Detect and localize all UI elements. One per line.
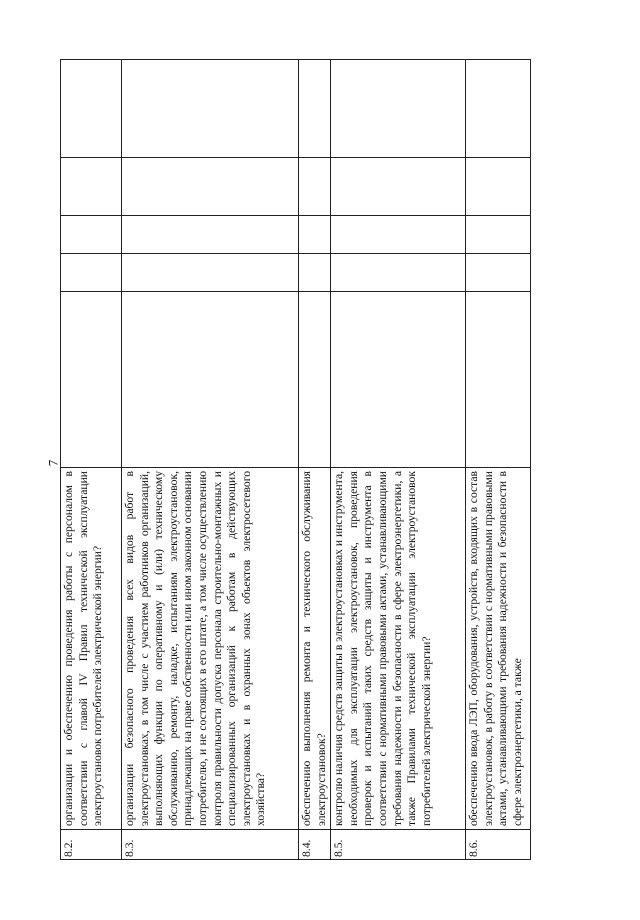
rotated-table-region: [60, 60, 560, 860]
page-number: 7: [45, 459, 61, 467]
row-question: обеспечению ввода ЛЭП, оборудования, устройств, входящих в состав электроустановок, в работу в соответствии с нормативными правовыми актами, устанавливающими требования надежности и безопасности в сфере электроэнергетики, а также: [466, 468, 531, 830]
row-question: контролю наличия средств защиты в электроустановках и инструмента, необходимых для эксплуатации электроустановок, проведения проверок и испытаний таких средств защиты и инструмента в соответствии с нормативными правовыми актами, устанавливающими требования надежности и безопасности в сфере электроэнергетики, а также Правилами технической эксплуатации электроустановок потребителей электрической энергии?: [331, 468, 466, 830]
empty-cell: [61, 292, 122, 468]
empty-cell: [299, 254, 331, 292]
empty-cell: [466, 60, 531, 158]
row-number: 8.3.: [122, 830, 299, 860]
row-question: организации и обеспечению проведения работы с персоналом в соответствии с главой IV Правил технической эксплуатации электроустановок потребителей электрической энергии?: [61, 468, 122, 830]
empty-cell: [61, 60, 122, 158]
empty-cell: [61, 158, 122, 216]
empty-cell: [122, 60, 299, 158]
row-number: 8.6.: [466, 830, 531, 860]
empty-cell: [122, 254, 299, 292]
table-row: [61, 60, 122, 860]
checklist-table: [60, 59, 531, 860]
table-row: [466, 60, 531, 860]
empty-cell: [331, 254, 466, 292]
empty-cell: [331, 158, 466, 216]
row-number: 8.5.: [331, 830, 466, 860]
row-question: обеспечению выполнения ремонта и технического обслуживания электроустановок?: [299, 468, 331, 830]
table-row: [122, 60, 299, 860]
empty-cell: [122, 216, 299, 254]
empty-cell: [466, 254, 531, 292]
row-question: организации безопасного проведения всех видов работ в электроустановках, в том числе с участием работников организаций, выполняющих функции по оперативному и (или) техническому обслуживанию, ремонту, наладке, испытаниям электроустановок, принадлежащих на праве собственности или ином законном основании потребителю, и не состоящих в его штате, а том числе осуществлению контроля правильности допуска персонала строительно-монтажных и специализированных организаций к работам в действующих электроустановках и в охранных зонах объектов электросетевого хозяйства?: [122, 468, 299, 830]
empty-cell: [466, 158, 531, 216]
table-row: [299, 60, 331, 860]
empty-cell: [61, 216, 122, 254]
row-number: 8.4.: [299, 830, 331, 860]
empty-cell: [299, 292, 331, 468]
empty-cell: [299, 158, 331, 216]
empty-cell: [331, 60, 466, 158]
empty-cell: [331, 216, 466, 254]
empty-cell: [122, 292, 299, 468]
table-row: [331, 60, 466, 860]
row-number: 8.2.: [61, 830, 122, 860]
empty-cell: [466, 216, 531, 254]
empty-cell: [299, 216, 331, 254]
empty-cell: [61, 254, 122, 292]
empty-cell: [466, 292, 531, 468]
empty-cell: [299, 60, 331, 158]
empty-cell: [122, 158, 299, 216]
empty-cell: [331, 292, 466, 468]
